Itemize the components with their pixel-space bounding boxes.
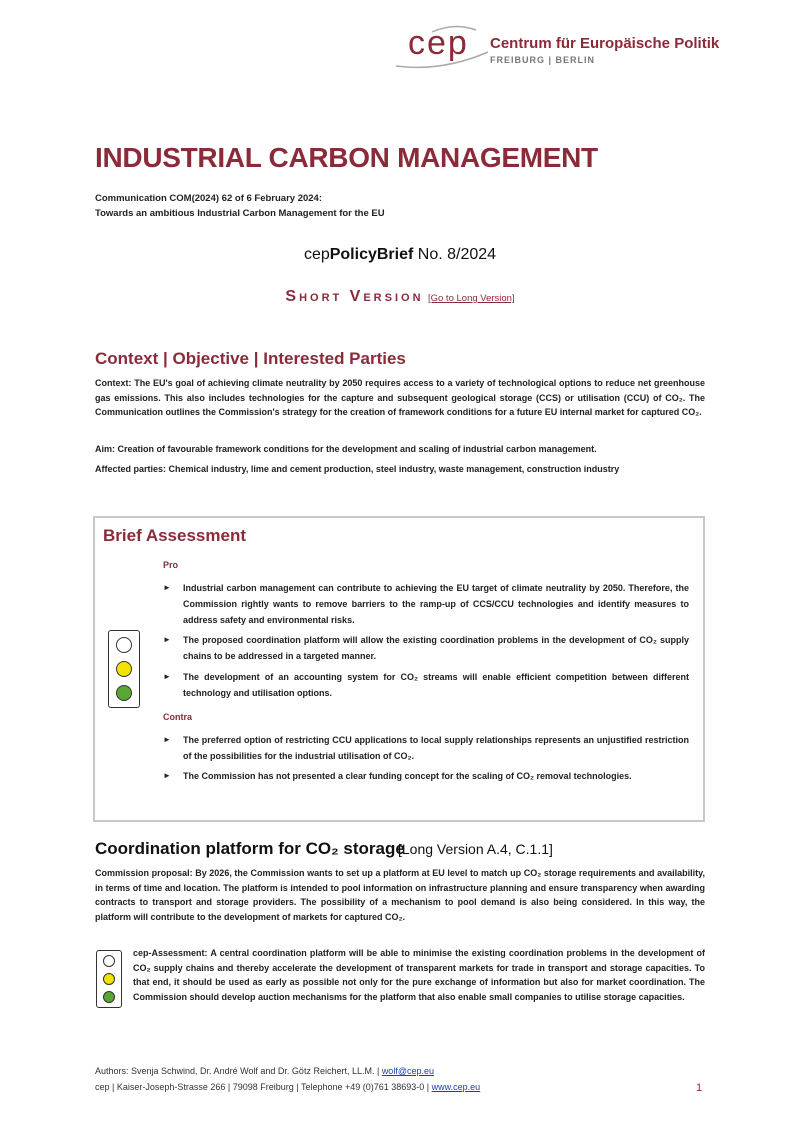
- traffic-light-icon: [108, 630, 140, 708]
- aim-text: Creation of favourable framework conditions for the development and scaling of industrial carbon management.: [115, 444, 597, 454]
- subtitle-line-1: Communication COM(2024) 62 of 6 February 2024:: [95, 193, 323, 204]
- traffic-light-top-lamp: [116, 637, 132, 653]
- org-cities: FREIBURG | BERLIN: [490, 55, 596, 65]
- bullet-arrow-icon: ►: [163, 672, 171, 681]
- bullet-arrow-icon: ►: [163, 771, 171, 780]
- pro-item: ► Industrial carbon management can contribute to achieving the EU target of climate neutrality by 2050. Therefore, the Commission rightly wants to remove barriers to the ramp-up of CCS/CCU technologies and identify measures to address safety and environmental risks.: [163, 580, 689, 628]
- contra-item: ► The Commission has not presented a clear funding concept for the scaling of CO₂ removal technologies.: [163, 768, 689, 784]
- traffic-light-middle-lamp: [116, 661, 132, 677]
- cep-assessment-paragraph: [133, 946, 705, 1004]
- page-number: 1: [696, 1082, 703, 1094]
- contra-label: Contra: [163, 712, 192, 722]
- affected-label: Affected parties:: [95, 464, 167, 474]
- logo-mark: cep: [408, 24, 469, 62]
- traffic-light-icon-small: [96, 950, 122, 1008]
- pro-label: Pro: [163, 560, 179, 570]
- subtitle-line-2: Towards an ambitious Industrial Carbon Management for the EU: [95, 208, 385, 219]
- long-version-link[interactable]: [Go to Long Version]: [427, 293, 515, 304]
- contra-item: ► The preferred option of restricting CCU applications to local supply relationships represents an unjustified restriction of the possibilities for the industrial utilisation of CO₂.: [163, 732, 689, 764]
- version-line: [0, 288, 800, 306]
- policy-brief-number: [0, 246, 800, 264]
- footer-authors: Authors: Svenja Schwind, Dr. André Wolf and Dr. Götz Reichert, LL.M. | wolf@cep.eu: [95, 1066, 434, 1076]
- brief-prefix: cep: [303, 246, 330, 263]
- traffic-light-middle-lamp: [103, 973, 115, 985]
- aim-paragraph: [95, 442, 705, 457]
- brief-bold: PolicyBrief: [329, 246, 414, 263]
- bullet-arrow-icon: ►: [163, 583, 171, 592]
- affected-text: Chemical industry, lime and cement production, steel industry, waste management, construction industry: [166, 464, 620, 474]
- context-paragraph: [95, 376, 705, 420]
- org-name: Centrum für Europäische Politik: [490, 35, 720, 52]
- commission-proposal-paragraph: [95, 866, 705, 924]
- proposal-text: By 2026, the Commission wants to set up a platform at EU level to match up CO₂ storage requirements and availability, in terms of time and location. The platform is intended to pool information on infrastructure planning and ensure transparency when awarding contracts to transport and storage providers. The possibility of a mechanism to pool demand is also being considered. In this way, the platform will contribute to the development of markets for captured CO₂.: [95, 868, 705, 922]
- footer-address: cep | Kaiser-Joseph-Strasse 266 | 79098 Freiburg | Telephone +49 (0)761 38693-0 | www.cep.eu: [95, 1082, 481, 1092]
- brief-number: No. 8/2024: [413, 246, 497, 263]
- aim-label: Aim:: [95, 444, 115, 454]
- context-text: The EU's goal of achieving climate neutrality by 2050 requires access to a variety of technological options to reduce net greenhouse gas emissions. This also includes technologies for the capture and subsequent geological storage (CCS) or utilisation (CCU) of CO₂. The Communication outlines the Commission's strategy for the creation of framework conditions for a future EU internal market for captured CO₂.: [95, 378, 705, 418]
- traffic-light-top-lamp: [103, 955, 115, 967]
- document-title: INDUSTRIAL CARBON MANAGEMENT: [95, 142, 598, 173]
- pro-item: ► The proposed coordination platform will allow the existing coordination problems in the development of CO₂ supply chains to be addressed in a targeted manner.: [163, 632, 689, 664]
- proposal-label: Commission proposal:: [95, 868, 193, 878]
- assessment-label: cep-Assessment:: [133, 948, 208, 958]
- brief-assessment-heading: Brief Assessment: [103, 526, 246, 545]
- coordination-reference: [Long Version A.4, C.1.1]: [398, 841, 553, 857]
- pro-item: ► The development of an accounting system for CO₂ streams will enable efficient competition between different technology and utilisation options.: [163, 669, 689, 701]
- assessment-text: A central coordination platform will be able to minimise the existing coordination problems in the development of CO₂ supply chains and thereby accelerate the development of transparent markets for trade in transport and storage capacities. To that end, it should be used as early as possible not only for the pure exchange of information but also for market coordination. The Commission should develop auction mechanisms for the platform that also enable small companies to utilise storage capacities.: [133, 948, 705, 1002]
- affected-paragraph: [95, 462, 705, 477]
- context-heading: Context | Objective | Interested Parties: [95, 349, 406, 368]
- coordination-heading: Coordination platform for CO₂ storage: [95, 839, 405, 858]
- bullet-arrow-icon: ►: [163, 735, 171, 744]
- author-email-link[interactable]: wolf@cep.eu: [381, 1066, 434, 1076]
- version-label: Short Version: [285, 288, 424, 305]
- traffic-light-bottom-lamp: [103, 991, 115, 1003]
- website-link[interactable]: www.cep.eu: [431, 1082, 481, 1092]
- bullet-arrow-icon: ►: [163, 635, 171, 644]
- context-label: Context:: [95, 378, 132, 388]
- traffic-light-bottom-lamp: [116, 685, 132, 701]
